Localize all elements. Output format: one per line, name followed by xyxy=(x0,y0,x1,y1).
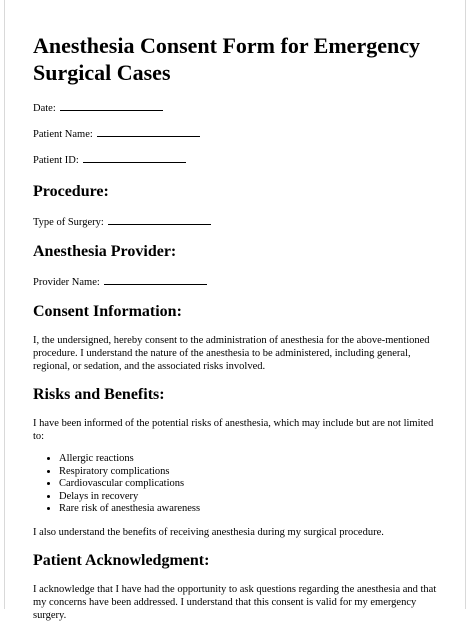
patient-id-field xyxy=(33,152,437,168)
risks-intro: I have been informed of the potential risks of anesthesia, which may include but are not limited to: xyxy=(33,418,434,442)
date-label: Date: xyxy=(33,103,56,114)
date-field xyxy=(33,100,437,116)
benefits-text: I also understand the benefits of receiving anesthesia during my surgical procedure. xyxy=(33,526,384,538)
form-title: Anesthesia Consent Form for Emergency Surgical Cases xyxy=(33,33,420,85)
type-of-surgery-field xyxy=(33,214,437,230)
provider-heading: Anesthesia Provider: xyxy=(33,243,177,260)
consent-form-page xyxy=(4,0,466,621)
procedure-heading: Procedure: xyxy=(33,183,109,200)
patient-id-label: Patient ID: xyxy=(33,155,79,166)
list-item: • Cardiovascular complications xyxy=(59,478,437,491)
patient-name-field xyxy=(33,126,437,142)
acknowledgment-heading: Patient Acknowledgment: xyxy=(33,551,210,569)
consent-text: I, the undersigned, hereby consent to the administration of anesthesia for the above-mentioned procedure. I understand the nature of the anesthesia to be administered, including general, regional, or sedation, and the associated risks involved. xyxy=(33,335,430,372)
risks-heading: Risks and Benefits: xyxy=(33,386,165,403)
list-item: • Allergic reactions xyxy=(59,453,437,466)
provider-name-blank-line[interactable] xyxy=(104,274,207,285)
type-of-surgery-label: Type of Surgery: xyxy=(33,217,104,228)
list-item: • Rare risk of anesthesia awareness xyxy=(59,503,437,516)
risks-list xyxy=(33,453,437,516)
acknowledgment-text: I acknowledge that I have had the opportunity to ask questions regarding the anesthesia and that my concerns have been addressed. I understand that this consent is valid for my emergency surgery. xyxy=(33,583,437,621)
patient-name-blank-line[interactable] xyxy=(97,126,200,137)
consent-heading: Consent Information: xyxy=(33,303,182,320)
provider-name-label: Provider Name: xyxy=(33,277,100,288)
type-of-surgery-blank-line[interactable] xyxy=(108,214,211,225)
list-item: • Respiratory complications xyxy=(59,466,437,479)
date-blank-line[interactable] xyxy=(60,100,163,111)
patient-id-blank-line[interactable] xyxy=(83,152,186,163)
list-item: • Delays in recovery xyxy=(59,491,437,504)
patient-name-label: Patient Name: xyxy=(33,129,93,140)
provider-name-field xyxy=(33,274,437,290)
